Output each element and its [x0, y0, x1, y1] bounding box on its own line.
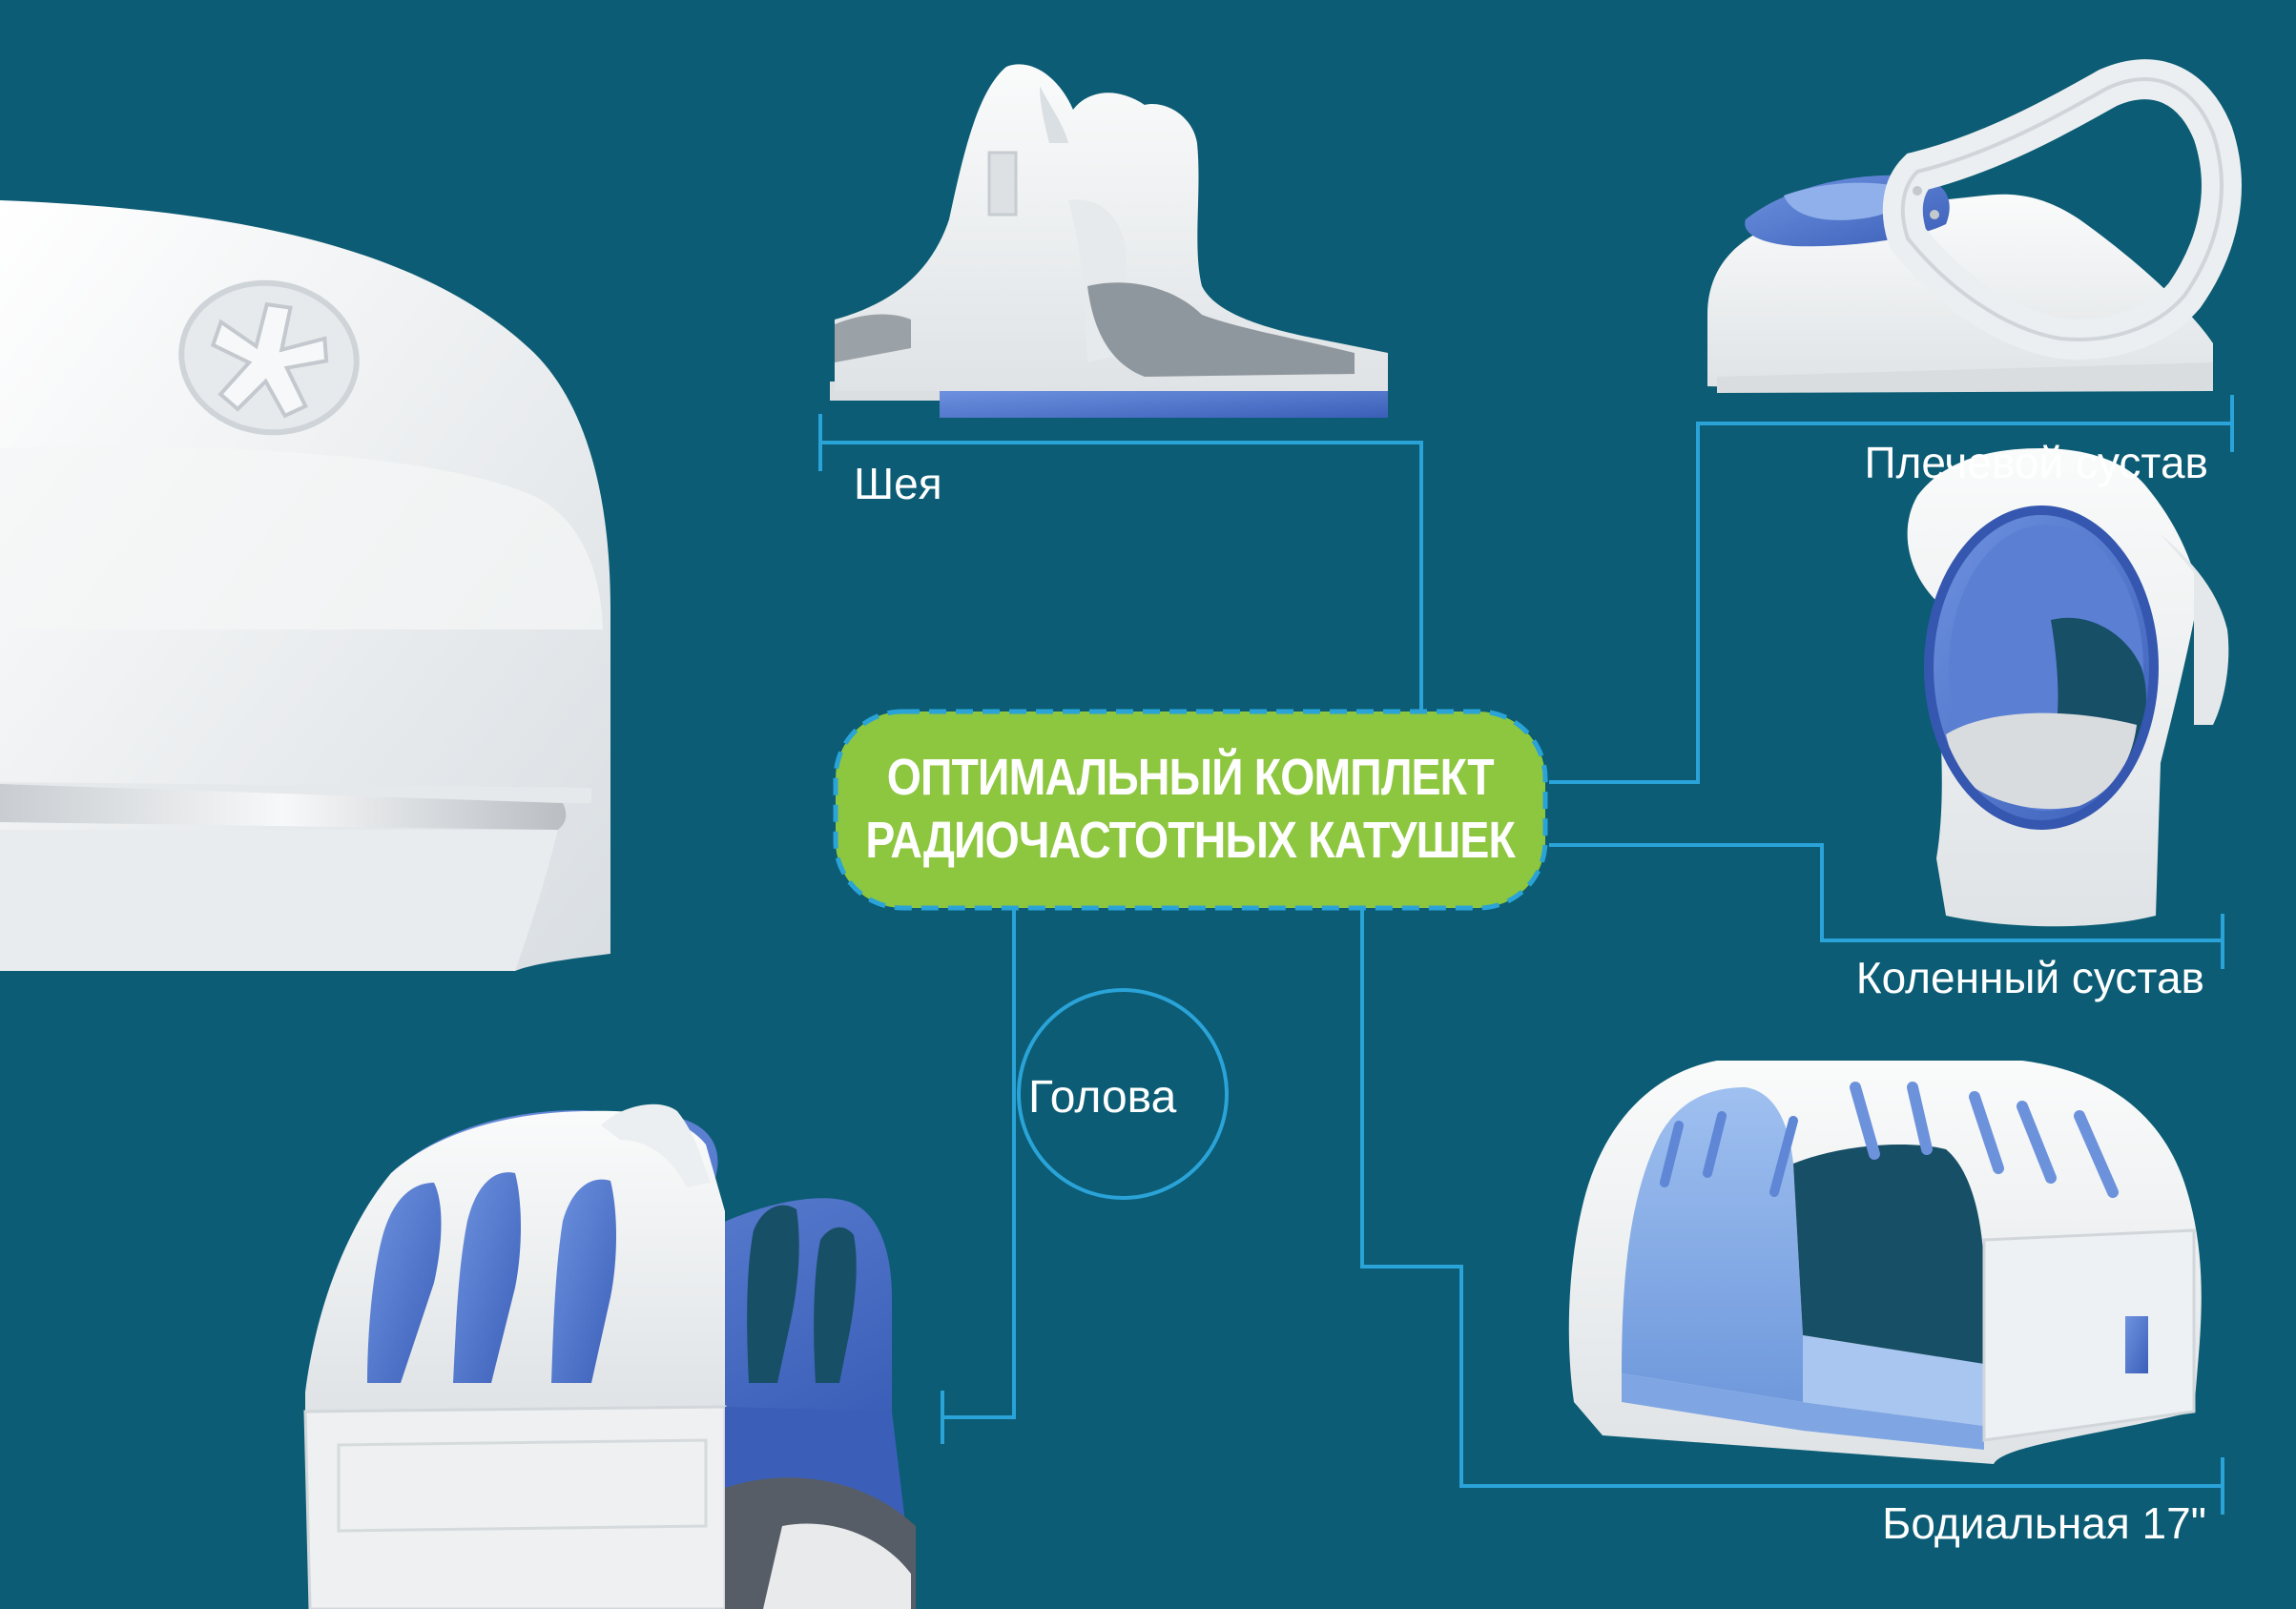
neck-coil-image — [830, 64, 1388, 418]
knee-coil-image — [1908, 448, 2229, 926]
head-coil-image — [191, 1104, 916, 1609]
center-title-line-2: РАДИОЧАСТОТНЫХ КАТУШЕК — [865, 812, 1516, 869]
head-coil-label: Голова — [1028, 1072, 1177, 1123]
connector-head — [942, 908, 1014, 1417]
shoulder-coil-image — [1707, 79, 2222, 393]
shoulder-coil-label: Плечевой сустав — [1864, 438, 2208, 487]
neck-coil-label: Шея — [854, 459, 942, 508]
knee-coil-label: Коленный сустав — [1855, 953, 2204, 1002]
body-coil-label: Бодиальная 17" — [1882, 1498, 2206, 1548]
center-title-line-1: ОПТИМАЛЬНЫЙ КОМПЛЕКТ — [886, 749, 1495, 807]
center-title-badge — [832, 708, 1549, 912]
body-coil-image — [1569, 1061, 2202, 1464]
scanner-shell-image — [0, 200, 610, 971]
